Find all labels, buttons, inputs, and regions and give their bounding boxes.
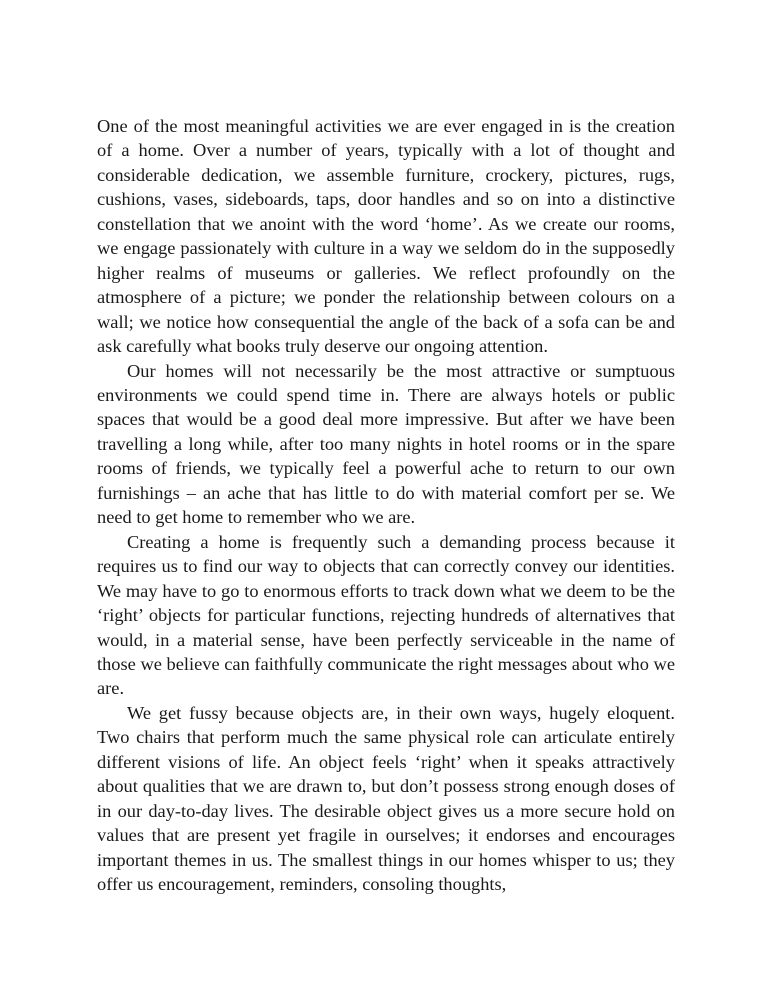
- paragraph-2: Our homes will not necessarily be the most attractive or sumptuous environments we could spend time in. There are always hotels or public spaces that would be a good deal more impressive. But after we have been travelling a long while, after too many nights in hotel rooms or in the spare rooms of friends, we typically feel a powerful ache to return to our own furnishings – an ache that has little to do with material comfort per se. We need to get home to remember who we are.: [97, 360, 675, 528]
- paragraph-4: We get fussy because objects are, in their own ways, hugely eloquent. Two chairs that perform much the same physical role can articulate entirely different visions of life. An object feels ‘right’ when it speaks attractively about qualities that we are drawn to, but don’t possess strong enough doses of in our day-to-day lives. The desirable object gives us a more secure hold on values that are present yet fragile in ourselves; it endorses and encourages important themes in us. The smallest things in our homes whisper to us; they offer us encouragement, reminders, consoling thoughts,: [97, 702, 675, 895]
- body-text: [97, 114, 675, 897]
- paragraph-3: Creating a home is frequently such a demanding process because it requires us to find our way to objects that can correctly convey our identities. We may have to go to enormous efforts to track down what we deem to be the ‘right’ objects for particular functions, rejecting hundreds of alternatives that would, in a material sense, have been perfectly serviceable in the name of those we believe can faithfully communicate the right messages about who we are.: [97, 531, 675, 699]
- paragraph-1: One of the most meaningful activities we are ever engaged in is the creation of a home. Over a number of years, typically with a lot of thought and considerable dedication, we assemble furniture, crockery, pictures, rugs, cushions, vases, sideboards, taps, door handles and so on into a distinctive constellation that we anoint with the word ‘home’. As we create our rooms, we engage passionately with culture in a way we seldom do in the supposedly higher realms of museums or galleries. We reflect profoundly on the atmosphere of a picture; we ponder the relationship between colours on a wall; we notice how consequential the angle of the back of a sofa can be and ask carefully what books truly deserve our ongoing attention.: [97, 116, 675, 357]
